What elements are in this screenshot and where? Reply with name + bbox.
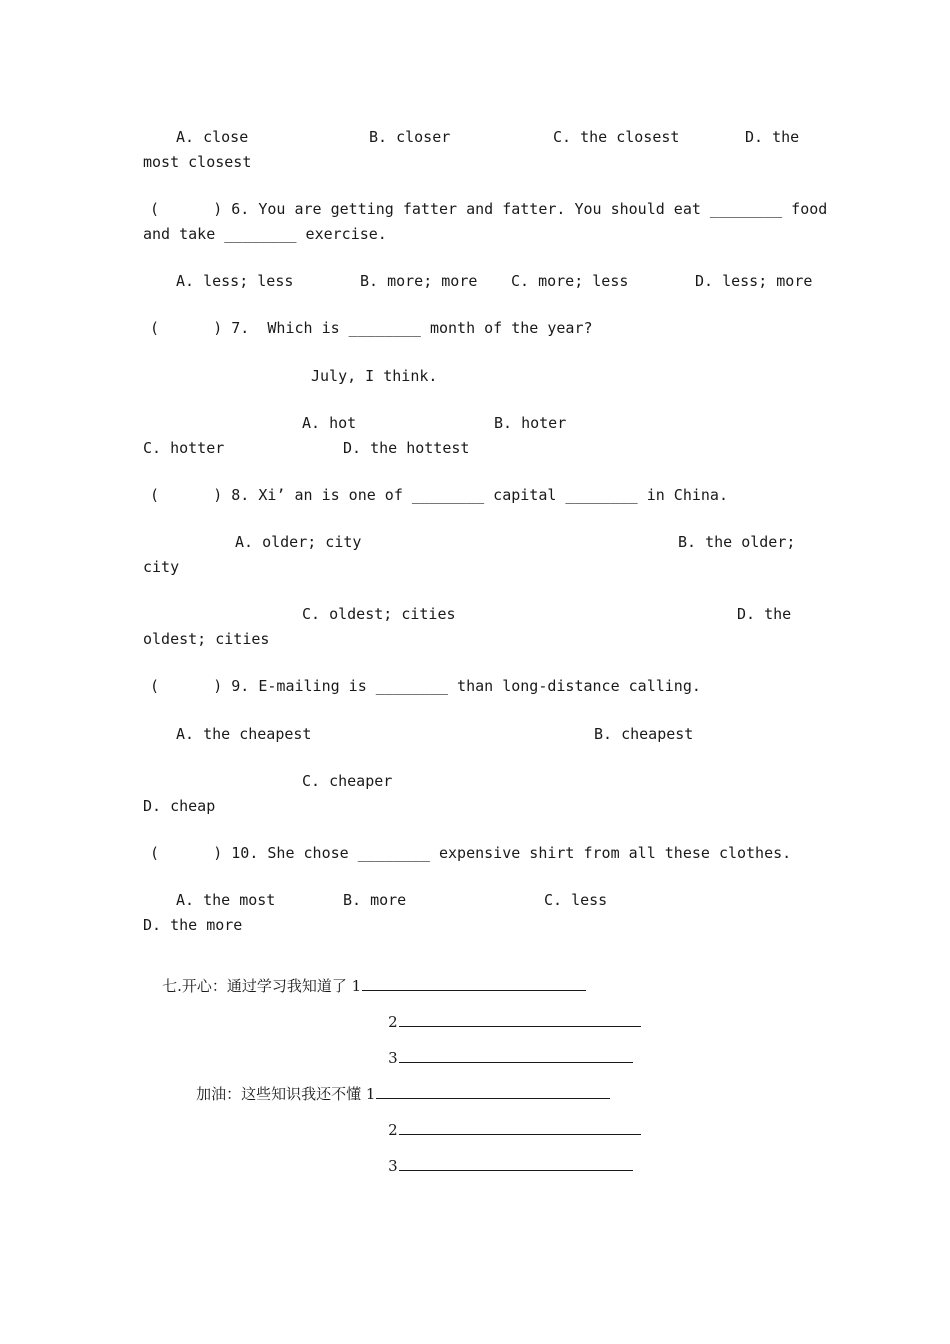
q10-option-b: B. more [343, 891, 407, 909]
q5-option-c: C. the closest [553, 128, 680, 146]
item-number: 3 [388, 1049, 398, 1067]
q9-option-b: B. cheapest [594, 725, 694, 743]
q8-option-b-cont: city [143, 558, 180, 576]
q7-option-a: A. hot [302, 414, 357, 432]
q7-option-b: B. hoter [494, 414, 567, 432]
q6-option-a: A. less; less [176, 272, 294, 290]
q9-option-c: C. cheaper [302, 772, 393, 790]
q7-stem: ( ) 7. Which is ________ month of the year? [150, 319, 593, 337]
answer-blank[interactable] [399, 1061, 633, 1063]
cheer-not-understood-label: 加油：这些知识我还不懂 1 [196, 1085, 376, 1103]
q8-stem: ( ) 8. Xi’ an is one of ________ capital ________ in China. [150, 486, 728, 504]
q6-option-d: D. less; more [695, 272, 813, 290]
cheer-not-understood-row-3 [369, 1144, 633, 1189]
answer-blank[interactable] [399, 1025, 641, 1027]
answer-blank[interactable] [399, 1133, 641, 1135]
item-number: 2 [388, 1013, 398, 1031]
q7-answer-line: July, I think. [311, 367, 438, 385]
q10-stem: ( ) 10. She chose ________ expensive shirt from all these clothes. [150, 844, 792, 862]
q5-option-d: D. the [745, 128, 800, 146]
q5-option-d-cont: most closest [143, 153, 252, 171]
q7-option-c: C. hotter [143, 439, 225, 457]
q7-option-d: D. the hottest [343, 439, 470, 457]
answer-blank[interactable] [399, 1169, 633, 1171]
answer-blank[interactable] [376, 1097, 610, 1099]
q9-option-d: D. cheap [143, 797, 216, 815]
q8-option-a: A. older; city [235, 533, 362, 551]
q5-option-a: A. close [176, 128, 249, 146]
q10-option-a: A. the most [176, 891, 276, 909]
q8-option-d: D. the [737, 605, 792, 623]
q9-option-a: A. the cheapest [176, 725, 312, 743]
q9-stem: ( ) 9. E-mailing is ________ than long-distance calling. [150, 677, 701, 695]
q6-stem-cont: and take ________ exercise. [143, 225, 387, 243]
q10-option-c: C. less [544, 891, 608, 909]
item-number: 2 [388, 1121, 398, 1139]
answer-blank[interactable] [362, 989, 586, 991]
q6-option-b: B. more; more [360, 272, 478, 290]
q6-stem: ( ) 6. You are getting fatter and fatter. You should eat ________ food [150, 200, 828, 218]
q6-option-c: C. more; less [511, 272, 629, 290]
q8-option-d-cont: oldest; cities [143, 630, 270, 648]
q5-option-b: B. closer [369, 128, 451, 146]
item-number: 3 [388, 1157, 398, 1175]
q8-option-c: C. oldest; cities [302, 605, 456, 623]
q10-option-d: D. the more [143, 916, 243, 934]
happy-learned-label: 七.开心：通过学习我知道了 1 [162, 977, 362, 995]
q8-option-b: B. the older; [678, 533, 796, 551]
